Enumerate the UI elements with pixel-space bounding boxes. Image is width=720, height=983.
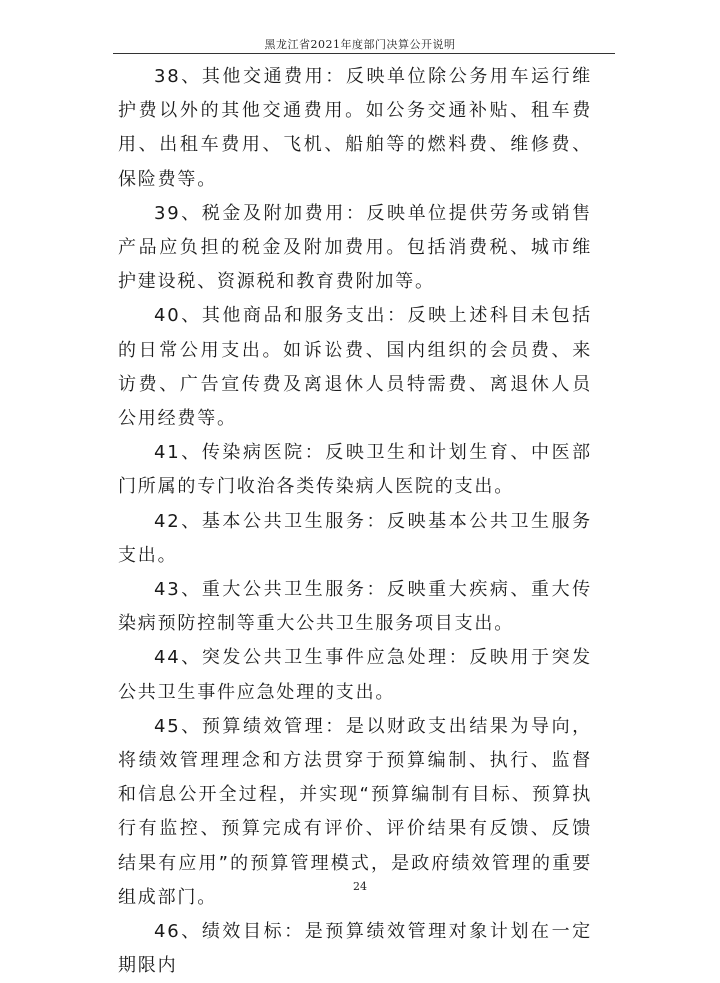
paragraph-44: 44、突发公共卫生事件应急处理：反映用于突发公共卫生事件应急处理的支出。 [118, 647, 592, 703]
body-text [118, 60, 592, 983]
paragraph-46: 46、绩效目标：是预算绩效管理对象计划在一定期限内 [118, 921, 592, 977]
paragraph-41: 41、传染病医院：反映卫生和计划生育、中医部门所属的专门收治各类传染病人医院的支出。 [118, 442, 592, 498]
paragraph-42: 42、基本公共卫生服务：反映基本公共卫生服务支出。 [118, 510, 592, 566]
paragraph-45: 45、预算绩效管理：是以财政支出结果为导向，将绩效管理理念和方法贯穿于预算编制、执行、监督和信息公开全过程，并实现“预算编制有目标、预算执行有监控、预算完成有评价、评价结果有反馈、反馈结果有应用”的预算管理模式，是政府绩效管理的重要组成部门。 [118, 715, 592, 908]
paragraph-39: 39、税金及附加费用：反映单位提供劳务或销售产品应负担的税金及附加费用。包括消费税、城市维护建设税、资源税和教育费附加等。 [118, 202, 592, 293]
page-header: 黑龙江省2021年度部门决算公开说明 [264, 38, 456, 51]
paragraph-43: 43、重大公共卫生服务：反映重大疾病、重大传染病预防控制等重大公共卫生服务项目支出。 [118, 579, 592, 635]
paragraph-40: 40、其他商品和服务支出：反映上述科目未包括的日常公用支出。如诉讼费、国内组织的会员费、来访费、广告宣传费及离退休人员特需费、离退休人员公用经费等。 [118, 305, 592, 430]
page-number: 24 [353, 880, 367, 893]
paragraph-38: 38、其他交通费用：反映单位除公务用车运行维护费以外的其他交通费用。如公务交通补贴、租车费用、出租车费用、飞机、船舶等的燃料费、维修费、保险费等。 [118, 66, 592, 190]
header-rule [113, 53, 615, 54]
